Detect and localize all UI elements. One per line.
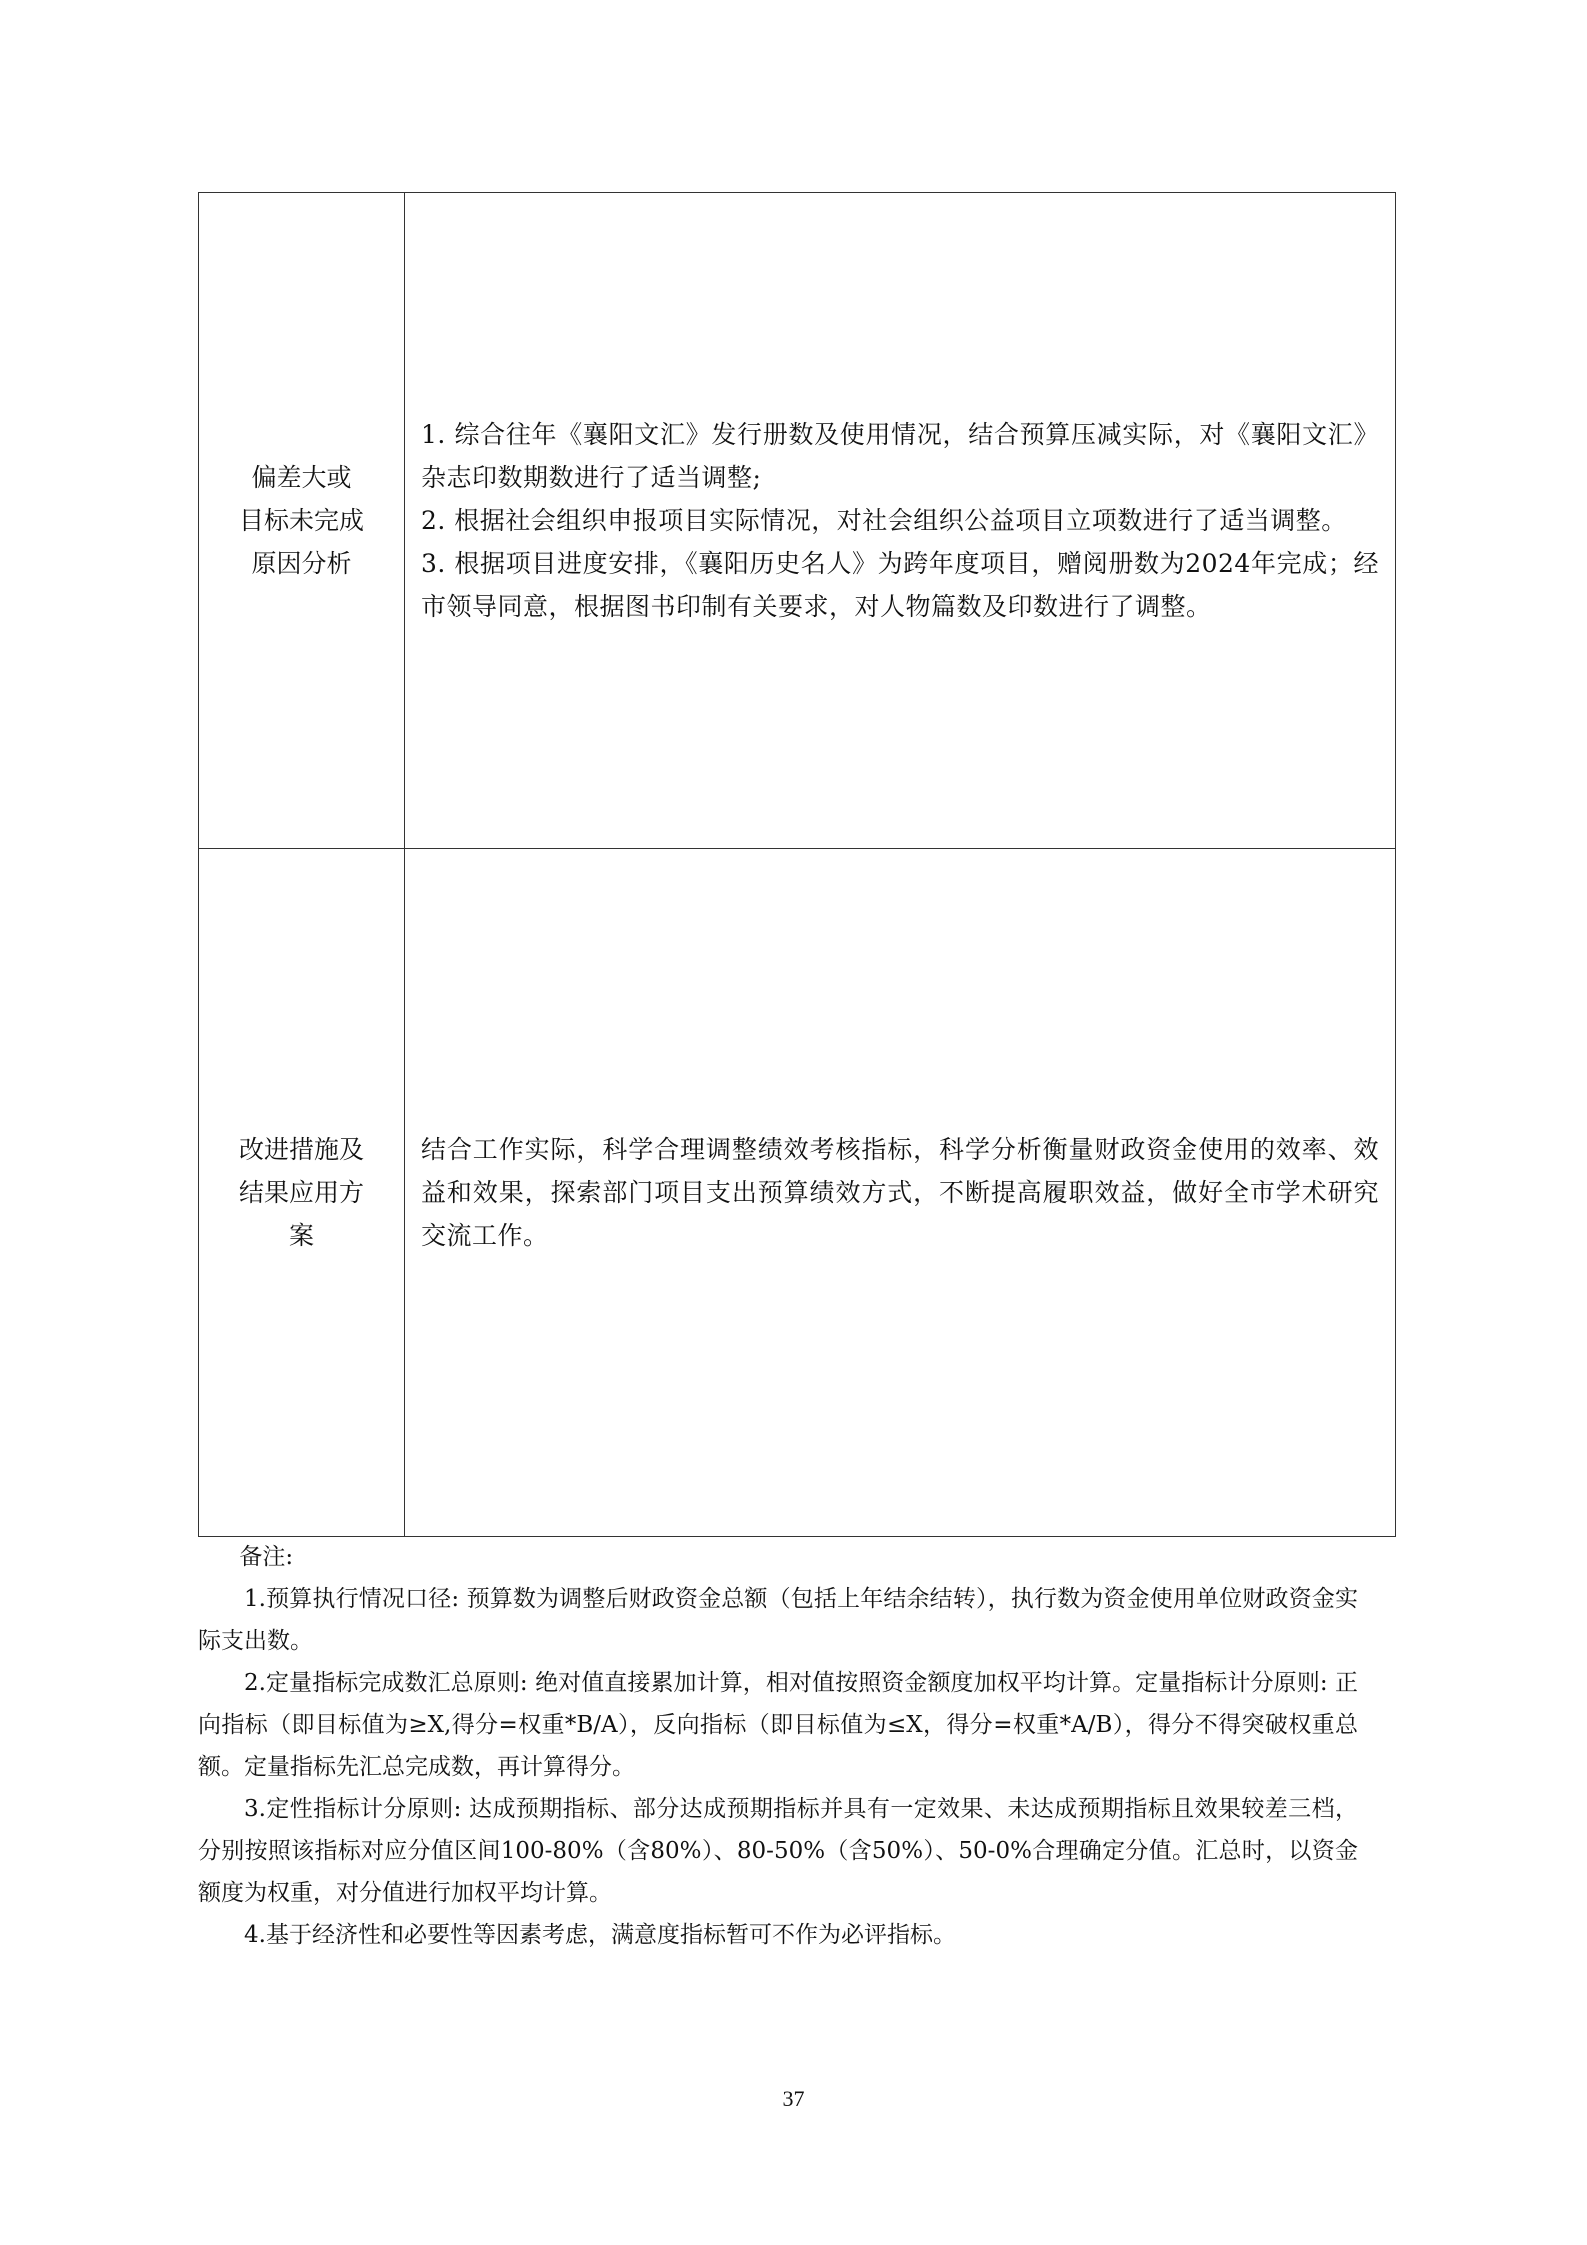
row-label-cell (199, 849, 405, 1537)
deviation-analysis-label: 偏差大或 目标未完成 原因分析 (238, 463, 364, 578)
row-content-cell (405, 193, 1396, 849)
content-paragraph: 3. 根据项目进度安排，《襄阳历史名人》为跨年度项目，赠阅册数为2024年完成；经市领导同意，根据图书印制有关要求，对人物篇数及印数进行了调整。 (421, 549, 1379, 621)
deviation-analysis-content (421, 413, 1379, 628)
evaluation-table (198, 192, 1396, 1537)
notes-title: 备注: (239, 1544, 294, 1570)
table-row-improvement-plan (199, 849, 1396, 1537)
content-paragraph: 2. 根据社会组织申报项目实际情况，对社会组织公益项目立项数进行了适当调整。 (421, 506, 1347, 535)
notes-section (198, 1536, 1358, 1956)
improvement-plan-content (421, 1128, 1379, 1257)
note-item: 2.定量指标完成数汇总原则: 绝对值直接累加计算，相对值按照资金额度加权平均计算。定量指标计分原则: 正向指标（即目标值为≥X,得分=权重*B/A），反向指标（即目标值为≤X，得分=权重*A/B），得分不得突破权重总额。定量指标先汇总完成数，再计算得分。 (198, 1670, 1358, 1780)
content-paragraph: 结合工作实际，科学合理调整绩效考核指标，科学分析衡量财政资金使用的效率、效益和效果，探索部门项目支出预算绩效方式，不断提高履职效益，做好全市学术研究交流工作。 (421, 1135, 1379, 1250)
content-paragraph: 1. 综合往年《襄阳文汇》发行册数及使用情况，结合预算压减实际，对《襄阳文汇》杂志印数期数进行了适当调整; (421, 420, 1379, 492)
note-item: 4.基于经济性和必要性等因素考虑，满意度指标暂可不作为必评指标。 (244, 1922, 956, 1948)
row-content-cell (405, 849, 1396, 1537)
improvement-plan-label: 改进措施及 结果应用方 案 (238, 1135, 364, 1250)
table-row-deviation-analysis (199, 193, 1396, 849)
note-item: 1.预算执行情况口径: 预算数为调整后财政资金总额（包括上年结余结转），执行数为资金使用单位财政资金实际支出数。 (198, 1586, 1358, 1654)
page-number: 37 (782, 2086, 805, 2111)
note-item: 3.定性指标计分原则: 达成预期指标、部分达成预期指标并具有一定效果、未达成预期指标且效果较差三档，分别按照该指标对应分值区间100-80%（含80%）、80-50%（含50%）、50-0%合理确定分值。汇总时，以资金额度为权重，对分值进行加权平均计算。 (198, 1796, 1358, 1906)
row-label-cell (199, 193, 405, 849)
